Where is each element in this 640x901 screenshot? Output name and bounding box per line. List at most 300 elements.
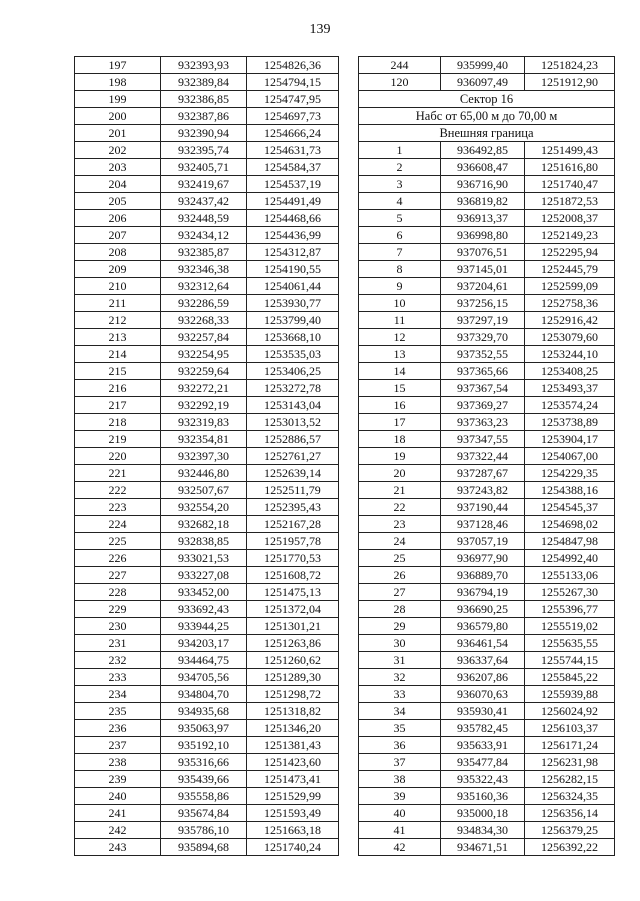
coordinates-table-right [358,56,615,856]
table-row [75,261,339,278]
table-row [75,516,339,533]
table-row [359,652,615,669]
coordinate-x: 932437,42 [161,193,247,210]
coordinate-x: 935063,97 [161,720,247,737]
point-number: 203 [75,159,161,176]
coordinate-x: 936207,86 [441,669,525,686]
table-row [359,788,615,805]
point-number: 223 [75,499,161,516]
point-number: 228 [75,584,161,601]
table-row [75,278,339,295]
coordinate-y: 1254631,73 [247,142,339,159]
coordinate-y: 1254698,02 [525,516,615,533]
table-row [75,652,339,669]
coordinate-y: 1254061,44 [247,278,339,295]
point-number: 14 [359,363,441,380]
point-number: 2 [359,159,441,176]
table-row [359,363,615,380]
coordinate-y: 1256171,24 [525,737,615,754]
coordinate-x: 932448,59 [161,210,247,227]
coordinate-x: 936608,47 [441,159,525,176]
table-row [359,720,615,737]
coordinate-y: 1252008,37 [525,210,615,227]
point-number: 235 [75,703,161,720]
coordinate-x: 932405,71 [161,159,247,176]
table-row [75,312,339,329]
table-row [359,210,615,227]
coordinate-y: 1254697,73 [247,108,339,125]
table-row [359,567,615,584]
coordinate-y: 1253668,10 [247,329,339,346]
point-number: 26 [359,567,441,584]
coordinate-x: 935782,45 [441,720,525,737]
coordinate-x: 935894,68 [161,839,247,856]
coordinate-y: 1254826,36 [247,57,339,74]
coordinate-x: 937347,55 [441,431,525,448]
coordinate-x: 932257,84 [161,329,247,346]
table-row [359,193,615,210]
coordinate-x: 936794,19 [441,584,525,601]
point-number: 29 [359,618,441,635]
point-number: 39 [359,788,441,805]
table-row [75,193,339,210]
coordinate-y: 1251957,78 [247,533,339,550]
point-number: 28 [359,601,441,618]
table-row [75,142,339,159]
coordinate-x: 935160,36 [441,788,525,805]
table-row [359,312,615,329]
table-row [359,295,615,312]
coordinate-x: 932319,83 [161,414,247,431]
coordinate-x: 934705,56 [161,669,247,686]
point-number: 214 [75,346,161,363]
table-row [359,244,615,261]
coordinate-x: 935316,66 [161,754,247,771]
coordinate-x: 932292,19 [161,397,247,414]
coordinate-y: 1255396,77 [525,601,615,618]
table-row [75,550,339,567]
coordinate-x: 932393,93 [161,57,247,74]
coordinate-x: 934671,51 [441,839,525,856]
point-number: 244 [359,57,441,74]
point-number: 232 [75,652,161,669]
point-number: 24 [359,533,441,550]
table-row [359,176,615,193]
coordinate-y: 1254545,37 [525,499,615,516]
point-number: 11 [359,312,441,329]
coordinate-y: 1253799,40 [247,312,339,329]
point-number: 219 [75,431,161,448]
table-row [75,125,339,142]
coordinate-x: 935439,66 [161,771,247,788]
point-number: 7 [359,244,441,261]
coordinate-x: 932386,85 [161,91,247,108]
coordinate-y: 1253535,03 [247,346,339,363]
coordinates-table-right-bottom [359,142,615,856]
coordinate-x: 934834,30 [441,822,525,839]
coordinate-y: 1251593,49 [247,805,339,822]
coordinate-x: 935477,84 [441,754,525,771]
coordinate-x: 936998,80 [441,227,525,244]
coordinate-y: 1252167,28 [247,516,339,533]
table-row [75,414,339,431]
coordinate-y: 1251912,90 [525,74,615,91]
coordinate-y: 1251346,20 [247,720,339,737]
coordinate-y: 1251616,80 [525,159,615,176]
table-row [75,431,339,448]
point-number: 199 [75,91,161,108]
table-row [75,822,339,839]
table-row [359,414,615,431]
coordinate-x: 932395,74 [161,142,247,159]
table-row [359,142,615,159]
coordinate-y: 1253272,78 [247,380,339,397]
coordinate-y: 1252761,27 [247,448,339,465]
point-number: 201 [75,125,161,142]
coordinate-y: 1256392,22 [525,839,615,856]
coordinate-x: 936492,85 [441,142,525,159]
table-row [75,176,339,193]
coordinate-x: 937076,51 [441,244,525,261]
point-number: 20 [359,465,441,482]
table-row [75,108,339,125]
point-number: 207 [75,227,161,244]
point-number: 32 [359,669,441,686]
coordinate-y: 1255133,06 [525,567,615,584]
point-number: 220 [75,448,161,465]
coordinate-x: 937369,27 [441,397,525,414]
coordinate-x: 934203,17 [161,635,247,652]
coordinate-x: 932838,85 [161,533,247,550]
coordinate-x: 937367,54 [441,380,525,397]
coordinate-y: 1252149,23 [525,227,615,244]
point-number: 215 [75,363,161,380]
point-number: 200 [75,108,161,125]
coordinate-y: 1254067,00 [525,448,615,465]
table-row [75,295,339,312]
coordinate-x: 932397,30 [161,448,247,465]
coordinate-x: 935558,86 [161,788,247,805]
point-number: 23 [359,516,441,533]
coordinate-x: 937190,44 [441,499,525,516]
table-row [75,499,339,516]
coordinate-x: 933692,43 [161,601,247,618]
coordinate-y: 1256379,25 [525,822,615,839]
point-number: 213 [75,329,161,346]
coordinate-y: 1254794,15 [247,74,339,91]
coordinate-y: 1251473,41 [247,771,339,788]
table-row [75,465,339,482]
table-row [75,227,339,244]
point-number: 6 [359,227,441,244]
point-number: 31 [359,652,441,669]
coordinate-y: 1254436,99 [247,227,339,244]
coordinate-y: 1256231,98 [525,754,615,771]
coordinate-x: 932272,21 [161,380,247,397]
table-row [359,686,615,703]
point-number: 210 [75,278,161,295]
coordinate-y: 1255267,30 [525,584,615,601]
coordinate-x: 934804,70 [161,686,247,703]
point-number: 211 [75,295,161,312]
point-number: 242 [75,822,161,839]
table-row [359,584,615,601]
point-number: 221 [75,465,161,482]
coordinate-y: 1251529,99 [247,788,339,805]
table-row [75,159,339,176]
table-row [75,771,339,788]
sector-header [359,91,615,142]
point-number: 198 [75,74,161,91]
point-number: 216 [75,380,161,397]
table-row [75,635,339,652]
table-row [75,380,339,397]
sector-height-range: Набс от 65,00 м до 70,00 м [359,108,615,125]
table-row [75,686,339,703]
coordinate-y: 1254747,95 [247,91,339,108]
table-row [75,210,339,227]
coordinate-x: 937329,70 [441,329,525,346]
coordinate-x: 934464,75 [161,652,247,669]
table-row [75,448,339,465]
table-row [75,805,339,822]
coordinate-y: 1253079,60 [525,329,615,346]
coordinate-x: 932390,94 [161,125,247,142]
coordinate-y: 1252295,94 [525,244,615,261]
table-row [359,227,615,244]
coordinate-y: 1252511,79 [247,482,339,499]
table-row [359,533,615,550]
coordinate-y: 1255519,02 [525,618,615,635]
table-row [75,74,339,91]
coordinate-y: 1254229,35 [525,465,615,482]
table-row [359,57,615,74]
point-number: 15 [359,380,441,397]
coordinate-x: 932346,38 [161,261,247,278]
point-number: 230 [75,618,161,635]
point-number: 30 [359,635,441,652]
table-row [359,380,615,397]
point-number: 238 [75,754,161,771]
coordinate-y: 1251423,60 [247,754,339,771]
coordinate-x: 937243,82 [441,482,525,499]
coordinate-y: 1253408,25 [525,363,615,380]
coordinate-y: 1254190,55 [247,261,339,278]
table-row [359,635,615,652]
coordinate-y: 1251381,43 [247,737,339,754]
coordinate-y: 1251372,04 [247,601,339,618]
table-row [359,618,615,635]
table-row [359,822,615,839]
point-number: 222 [75,482,161,499]
table-row [75,618,339,635]
table-row [75,703,339,720]
coordinate-y: 1251318,82 [247,703,339,720]
coordinates-table-left-body [75,57,339,856]
table-row [75,720,339,737]
coordinate-y: 1251608,72 [247,567,339,584]
coordinate-x: 937256,15 [441,295,525,312]
coordinates-table-right-top [359,57,615,91]
coordinate-x: 932312,64 [161,278,247,295]
coordinate-x: 936889,70 [441,567,525,584]
point-number: 34 [359,703,441,720]
point-number: 233 [75,669,161,686]
coordinate-x: 932682,18 [161,516,247,533]
point-number: 42 [359,839,441,856]
coordinate-y: 1251260,62 [247,652,339,669]
table-row [359,516,615,533]
coordinate-x: 932259,64 [161,363,247,380]
coordinate-y: 1251499,43 [525,142,615,159]
point-number: 197 [75,57,161,74]
coordinate-x: 935930,41 [441,703,525,720]
coordinate-y: 1252886,57 [247,431,339,448]
table-row [75,397,339,414]
point-number: 224 [75,516,161,533]
table-row [359,601,615,618]
table-row [359,737,615,754]
point-number: 8 [359,261,441,278]
coordinate-x: 933227,08 [161,567,247,584]
coordinate-x: 936579,80 [441,618,525,635]
table-row [75,584,339,601]
coordinate-x: 934935,68 [161,703,247,720]
table-row [75,244,339,261]
point-number: 3 [359,176,441,193]
point-number: 208 [75,244,161,261]
point-number: 4 [359,193,441,210]
coordinate-y: 1254491,49 [247,193,339,210]
coordinate-y: 1253930,77 [247,295,339,312]
table-row [75,482,339,499]
coordinate-y: 1252758,36 [525,295,615,312]
coordinate-x: 936819,82 [441,193,525,210]
coordinate-x: 932286,59 [161,295,247,312]
table-row [75,737,339,754]
point-number: 22 [359,499,441,516]
coordinate-y: 1251289,30 [247,669,339,686]
point-number: 204 [75,176,161,193]
coordinate-x: 932268,33 [161,312,247,329]
point-number: 9 [359,278,441,295]
coordinate-x: 936070,63 [441,686,525,703]
point-number: 33 [359,686,441,703]
point-number: 38 [359,771,441,788]
table-row [359,431,615,448]
coordinate-x: 936977,90 [441,550,525,567]
point-number: 241 [75,805,161,822]
coordinate-y: 1253904,17 [525,431,615,448]
point-number: 27 [359,584,441,601]
coordinate-x: 932385,87 [161,244,247,261]
coordinate-y: 1252599,09 [525,278,615,295]
coordinate-y: 1256356,14 [525,805,615,822]
coordinate-y: 1254537,19 [247,176,339,193]
coordinate-y: 1254584,37 [247,159,339,176]
coordinate-x: 937057,19 [441,533,525,550]
coordinate-y: 1254312,87 [247,244,339,261]
coordinate-x: 932507,67 [161,482,247,499]
point-number: 237 [75,737,161,754]
coordinate-y: 1255939,88 [525,686,615,703]
coordinate-y: 1254388,16 [525,482,615,499]
coordinate-x: 932554,20 [161,499,247,516]
coordinate-x: 935000,18 [441,805,525,822]
coordinate-x: 932254,95 [161,346,247,363]
coordinate-x: 937352,55 [441,346,525,363]
point-number: 35 [359,720,441,737]
coordinate-x: 932389,84 [161,74,247,91]
table-row [75,533,339,550]
table-row [359,74,615,91]
point-number: 37 [359,754,441,771]
coordinate-y: 1251740,24 [247,839,339,856]
coordinate-y: 1252916,42 [525,312,615,329]
table-row [359,805,615,822]
coordinate-y: 1251475,13 [247,584,339,601]
point-number: 12 [359,329,441,346]
coordinate-x: 936913,37 [441,210,525,227]
coordinate-x: 935786,10 [161,822,247,839]
table-row [359,329,615,346]
sector-boundary-row [359,125,615,142]
coordinate-x: 932354,81 [161,431,247,448]
table-row [359,669,615,686]
coordinate-y: 1253493,37 [525,380,615,397]
table-row [359,754,615,771]
table-row [359,482,615,499]
coordinate-y: 1254992,40 [525,550,615,567]
table-row [75,601,339,618]
sector-height-row [359,108,615,125]
coordinate-y: 1251298,72 [247,686,339,703]
coordinate-x: 935192,10 [161,737,247,754]
coordinate-y: 1256282,15 [525,771,615,788]
point-number: 205 [75,193,161,210]
coordinate-x: 935999,40 [441,57,525,74]
table-row [359,839,615,856]
table-row [75,363,339,380]
table-row [75,567,339,584]
point-number: 218 [75,414,161,431]
table-row [75,754,339,771]
coordinate-y: 1251663,18 [247,822,339,839]
point-number: 10 [359,295,441,312]
point-number: 226 [75,550,161,567]
coordinate-y: 1254468,66 [247,210,339,227]
coordinate-y: 1252445,79 [525,261,615,278]
point-number: 227 [75,567,161,584]
table-row [359,550,615,567]
point-number: 25 [359,550,441,567]
table-row [359,278,615,295]
point-number: 231 [75,635,161,652]
point-number: 236 [75,720,161,737]
coordinate-y: 1251740,47 [525,176,615,193]
coordinate-x: 936716,90 [441,176,525,193]
coordinate-y: 1256324,35 [525,788,615,805]
table-row [75,346,339,363]
sector-title-row [359,91,615,108]
point-number: 41 [359,822,441,839]
coordinate-x: 937204,61 [441,278,525,295]
coordinate-y: 1253244,10 [525,346,615,363]
coordinate-x: 933452,00 [161,584,247,601]
table-row [359,448,615,465]
point-number: 239 [75,771,161,788]
coordinate-x: 932419,67 [161,176,247,193]
